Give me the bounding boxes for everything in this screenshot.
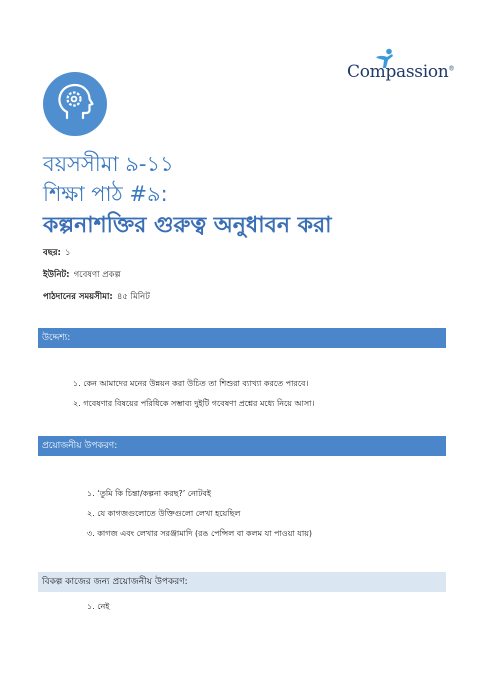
lesson-title: কল্পনাশক্তির গুরুত্ব অনুধাবন করা	[43, 213, 332, 238]
lesson-number-heading: শিক্ষা পাঠ #৯:	[43, 182, 168, 206]
alt-material-item: ১. নেই	[87, 602, 110, 611]
materials-header: প্রয়োজনীয় উপকরণ:	[38, 436, 446, 456]
logo-text: Compassion®	[347, 62, 455, 82]
age-range-heading: বয়সসীমা ৯-১১	[43, 152, 174, 176]
meta-unit	[43, 268, 121, 282]
meta-duration	[43, 290, 150, 304]
year-label: বছর:	[43, 248, 61, 258]
compassion-logo	[345, 48, 455, 88]
head-gears-icon	[43, 72, 107, 136]
unit-value: গবেষণা প্রকল্প	[73, 270, 121, 280]
material-item: ৩. কাগজ এবং লেখার সরঞ্জামাদি (রঙ পেন্সিল বা কলম যা পাওয়া যায়)	[87, 529, 313, 538]
duration-label: পাঠদানের সময়সীমা:	[43, 292, 113, 302]
objective-item: ১. কেন আমাদের মনের উন্নয়ন করা উচিত তা শিশুরা ব্যাখ্যা করতে পারবে।	[73, 379, 309, 388]
duration-value: ৪৫ মিনিট	[116, 292, 150, 302]
lesson-badge	[43, 72, 107, 136]
objectives-header: উদ্দেশ্য:	[38, 328, 446, 348]
material-item: ২. যে কাগজগুলোতে উক্তিগুলো লেখা হয়েছিল	[87, 509, 241, 518]
year-value: ১	[64, 248, 71, 258]
meta-year	[43, 246, 70, 260]
unit-label: ইউনিট:	[43, 270, 70, 280]
alt-materials-header: বিকল্প কাজের জন্য প্রয়োজনীয় উপকরণ:	[38, 572, 446, 592]
material-item: ১. ‘তুমি কি চিন্তা/কল্পনা করছ?’ নোটবই	[87, 489, 212, 498]
objective-item: ২. গবেষণার বিষয়ের পরিধিকে সম্ভাব্য দুইটি গবেষণা প্রশ্নের মধ্যে নিয়ে আসা।	[73, 399, 315, 408]
